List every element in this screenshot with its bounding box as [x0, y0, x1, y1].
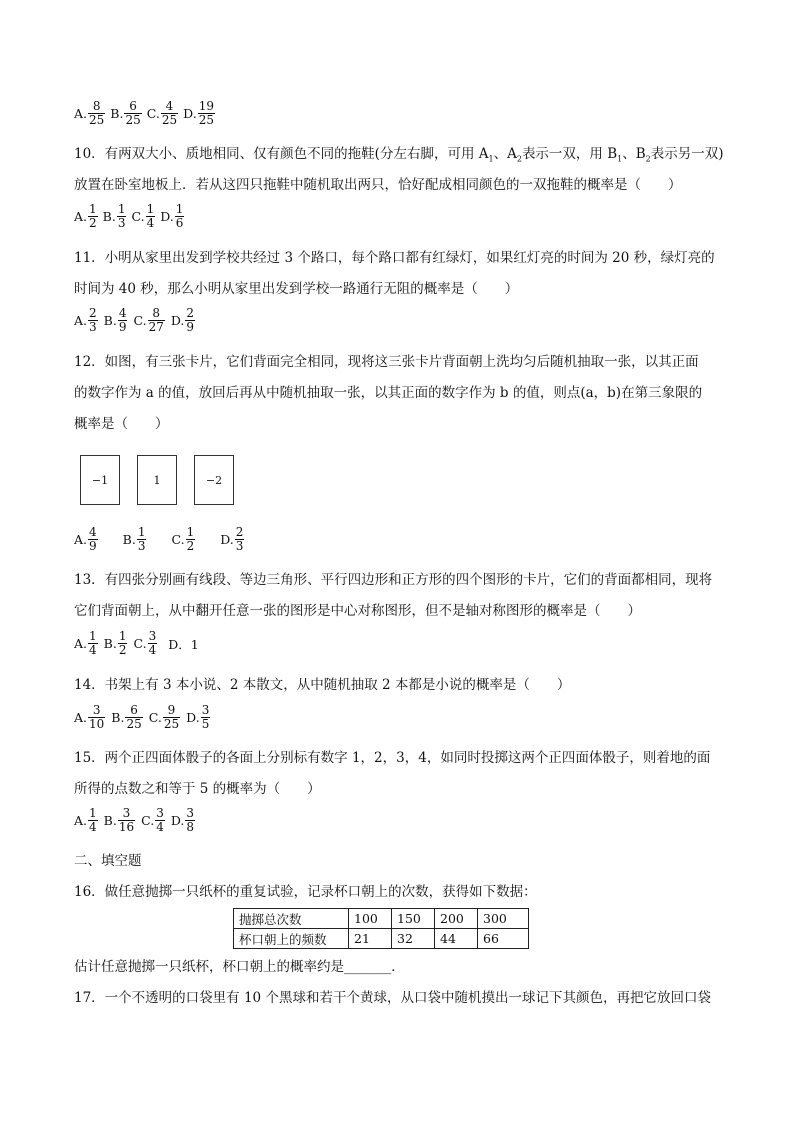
- table-cell: 32: [392, 929, 435, 949]
- option-a: [74, 630, 101, 657]
- option-letter: D.: [160, 209, 174, 224]
- table-cell: 66: [478, 929, 529, 949]
- option-d: [220, 526, 247, 553]
- denominator: 9: [118, 320, 127, 334]
- option-letter: C.: [131, 209, 145, 224]
- denominator: 3: [235, 539, 244, 553]
- numerator: 6: [129, 99, 137, 113]
- sub: 1: [617, 154, 623, 164]
- denominator: 25: [89, 113, 105, 127]
- numerator: 19: [198, 99, 214, 113]
- option-letter: C.: [133, 313, 147, 328]
- table-row: [234, 909, 529, 929]
- q10-text-c: 表示一双，用 B: [521, 146, 618, 162]
- option-a: [74, 704, 108, 731]
- table-cell: 100: [349, 909, 392, 929]
- option-b: [103, 203, 130, 230]
- q11-line1: 11．小明从家里出发到学校共经过 3 个路口，每个路口都有红绿灯，如果红灯亮的时间为 20 秒，绿灯亮的: [74, 250, 715, 266]
- numerator: 4: [118, 306, 127, 320]
- option-b: [111, 704, 145, 731]
- option-letter: C.: [146, 106, 160, 121]
- denominator: 25: [163, 717, 180, 731]
- denominator: 4: [89, 643, 97, 657]
- q10-text-d: 、B: [622, 146, 646, 162]
- denominator: 25: [161, 113, 178, 127]
- denominator: 8: [186, 820, 195, 834]
- option-b: [110, 100, 144, 127]
- option-letter: B.: [103, 313, 117, 328]
- fraction: [117, 203, 127, 230]
- denominator: 9: [89, 539, 97, 553]
- option-letter: A.: [74, 106, 88, 121]
- q10-text-b: 、A: [493, 146, 517, 162]
- fraction: [88, 307, 98, 334]
- q15-line2: 所得的点数之和等于 5 的概率为（ ）: [74, 781, 321, 797]
- fraction: [125, 704, 142, 731]
- fraction: [88, 704, 105, 731]
- numerator: 1: [137, 525, 146, 539]
- option-letter: D.: [183, 106, 197, 121]
- card-3: −2: [194, 455, 234, 505]
- q11-line2: 时间为 40 秒，那么小明从家里出发到学校一路通行无阻的概率是（ ）: [74, 281, 519, 297]
- fraction: [88, 526, 98, 553]
- numerator: 4: [89, 525, 97, 539]
- denominator: 25: [198, 113, 214, 127]
- q10-line2: 放置在卧室地板上．若从这四只拖鞋中随机取出两只，恰好配成相同颜色的一双拖鞋的概率是（ ）: [74, 177, 682, 193]
- option-letter: A.: [74, 532, 88, 547]
- option-d: [171, 307, 198, 334]
- q13-line1: 13．有四张分别画有线段、等边三角形、平行四边形和正方形的四个图形的卡片，它们的背面都相同，现将: [74, 572, 713, 588]
- fraction: [88, 100, 105, 127]
- fraction: [235, 526, 245, 553]
- table-cell: 44: [435, 929, 478, 949]
- option-c: [133, 307, 167, 334]
- table-cell: 300: [478, 909, 529, 929]
- q10-options: [74, 203, 187, 230]
- q15-options: [74, 807, 198, 834]
- option-d: [186, 704, 213, 731]
- q12-line2: 的数字作为 a 的值，放回后再从中随机抽取一张，以其正面的数字作为 b 的值，则点(a，b)在第三象限的: [74, 385, 703, 401]
- q10-text-a: 10．有两双大小、质地相同、仅有颜色不同的拖鞋(分左右脚，可用 A: [74, 146, 489, 162]
- card-1: −1: [80, 455, 120, 505]
- fraction: [186, 526, 196, 553]
- option-letter: A.: [74, 813, 88, 828]
- q9-options: [74, 100, 218, 127]
- fraction: [155, 807, 165, 834]
- denominator: 27: [148, 320, 164, 334]
- fraction: [148, 307, 165, 334]
- option-letter: B.: [102, 209, 116, 224]
- fraction: [148, 630, 158, 657]
- option-letter: D.: [170, 813, 185, 828]
- fraction: [124, 100, 141, 127]
- denominator: 2: [89, 216, 97, 230]
- card-2: 1: [137, 455, 177, 505]
- fraction: [161, 100, 178, 127]
- option-d: [183, 100, 218, 127]
- option-a: [74, 203, 101, 230]
- denominator: 2: [186, 539, 195, 553]
- table-row: [234, 929, 529, 949]
- denominator: 10: [89, 717, 105, 731]
- q13-options: [74, 630, 199, 657]
- numerator: 3: [201, 703, 210, 717]
- numerator: 3: [92, 703, 101, 717]
- option-b: [123, 526, 150, 553]
- q17-line1: 17．一个不透明的口袋里有 10 个黑球和若干个黄球，从口袋中随机摸出一球记下其颜色，再把它放回口袋: [74, 990, 711, 1006]
- numerator: 8: [92, 99, 101, 113]
- fraction: [118, 307, 128, 334]
- fraction: [185, 307, 195, 334]
- option-d: [171, 807, 198, 834]
- numerator: 9: [167, 703, 176, 717]
- q13-line2: 它们背面朝上，从中翻开任意一张的图形是中心对称图形，但不是轴对称图形的概率是（ ）: [74, 603, 641, 619]
- fraction: [163, 704, 180, 731]
- numerator: 2: [186, 306, 195, 320]
- option-c: [133, 630, 160, 657]
- q12-line3: 概率是（ ）: [74, 416, 169, 432]
- table-cell: 150: [392, 909, 435, 929]
- numerator: 2: [235, 525, 244, 539]
- denominator: 4: [89, 820, 97, 834]
- fraction: [185, 807, 195, 834]
- option-letter: D.: [186, 710, 200, 725]
- q10-line1: [74, 144, 724, 170]
- denominator: 9: [186, 320, 195, 334]
- q12-line1: 12．如图，有三张卡片，它们背面完全相同，现将这三张卡片背面朝上洗均匀后随机抽取一张，以其正面: [74, 354, 699, 370]
- numerator: 1: [146, 202, 155, 216]
- denominator: 25: [126, 717, 142, 731]
- numerator: 1: [118, 629, 127, 643]
- table-cell: 21: [349, 929, 392, 949]
- denominator: 6: [175, 216, 184, 230]
- numerator: 1: [89, 202, 97, 216]
- option-c: [141, 807, 168, 834]
- q16-line1: 16．做任意抛掷一只纸杯的重复试验，记录杯口朝上的次数，获得如下数据：: [74, 884, 537, 900]
- option-b: [104, 307, 131, 334]
- numerator: 2: [89, 306, 97, 320]
- table-cell: 200: [435, 909, 478, 929]
- q10-text-e: 表示另一双): [650, 146, 724, 162]
- option-letter: A.: [74, 313, 88, 328]
- option-a: [74, 307, 101, 334]
- option-a: [74, 526, 101, 553]
- numerator: 8: [152, 306, 161, 320]
- q16-table: [233, 908, 529, 949]
- fraction: [88, 630, 98, 657]
- option-c: [147, 100, 181, 127]
- option-letter: A.: [74, 209, 88, 224]
- numerator: 3: [186, 806, 195, 820]
- fraction: [198, 100, 215, 127]
- table-cell: 抛掷总次数: [234, 909, 349, 929]
- q15-line1: 15．两个正四面体骰子的各面上分别标有数字 1，2，3，4，如同时投掷这两个正四面体骰子，则着地的面: [74, 750, 711, 766]
- numerator: 3: [156, 806, 164, 820]
- section-heading: 二、填空题: [74, 853, 142, 869]
- option-letter: C.: [141, 813, 155, 828]
- fraction: [201, 704, 211, 731]
- denominator: 16: [118, 820, 135, 834]
- numerator: 1: [117, 202, 126, 216]
- denominator: 3: [117, 216, 126, 230]
- sub: 2: [645, 154, 651, 164]
- option-a: [74, 100, 108, 127]
- q11-options: [74, 307, 198, 334]
- fraction: [88, 807, 98, 834]
- q14-options: [74, 704, 213, 731]
- table-cell: 杯口朝上的频数: [234, 929, 349, 949]
- numerator: 1: [186, 525, 195, 539]
- fraction: [175, 203, 185, 230]
- option-letter: A.: [74, 636, 88, 651]
- option-b: [104, 807, 138, 834]
- numerator: 1: [89, 806, 97, 820]
- option-c: [171, 526, 198, 553]
- fraction: [146, 203, 156, 230]
- denominator: 25: [125, 113, 141, 127]
- option-b: [104, 630, 131, 657]
- numerator: 6: [130, 703, 138, 717]
- option-c: [149, 704, 183, 731]
- fraction: [118, 630, 128, 657]
- numerator: 3: [148, 629, 157, 643]
- fraction: [118, 807, 135, 834]
- denominator: 2: [118, 643, 127, 657]
- option-letter: B.: [103, 813, 117, 828]
- denominator: 4: [146, 216, 155, 230]
- option-letter: D.: [170, 313, 185, 328]
- denominator: 4: [148, 643, 157, 657]
- sub: 2: [516, 154, 522, 164]
- denominator: 3: [89, 320, 97, 334]
- denominator: 3: [137, 539, 146, 553]
- q14-line1: 14．书架上有 3 本小说、2 本散文，从中随机抽取 2 本都是小说的概率是（ ）: [74, 677, 571, 693]
- option-letter: C.: [148, 710, 162, 725]
- fraction: [88, 203, 98, 230]
- option-letter: B.: [103, 636, 117, 651]
- numerator: 3: [122, 806, 131, 820]
- q16-line2: 估计任意抛掷一只纸杯，杯口朝上的概率约是_______．: [74, 959, 405, 975]
- option-letter: A.: [74, 710, 88, 725]
- fraction: [137, 526, 147, 553]
- option-letter: B.: [110, 106, 124, 121]
- denominator: 5: [201, 717, 210, 731]
- denominator: 4: [156, 820, 164, 834]
- option-d: D．1: [168, 636, 199, 652]
- option-letter: C.: [133, 636, 147, 651]
- option-a: [74, 807, 101, 834]
- q12-options: [74, 526, 247, 553]
- numerator: 4: [165, 99, 174, 113]
- option-d: [160, 203, 187, 230]
- option-letter: B.: [122, 532, 136, 547]
- option-c: [131, 203, 158, 230]
- option-letter: B.: [111, 710, 125, 725]
- option-letter: D.: [220, 532, 234, 547]
- sub: 1: [488, 154, 494, 164]
- numerator: 1: [175, 202, 184, 216]
- option-letter: C.: [171, 532, 185, 547]
- numerator: 1: [89, 629, 97, 643]
